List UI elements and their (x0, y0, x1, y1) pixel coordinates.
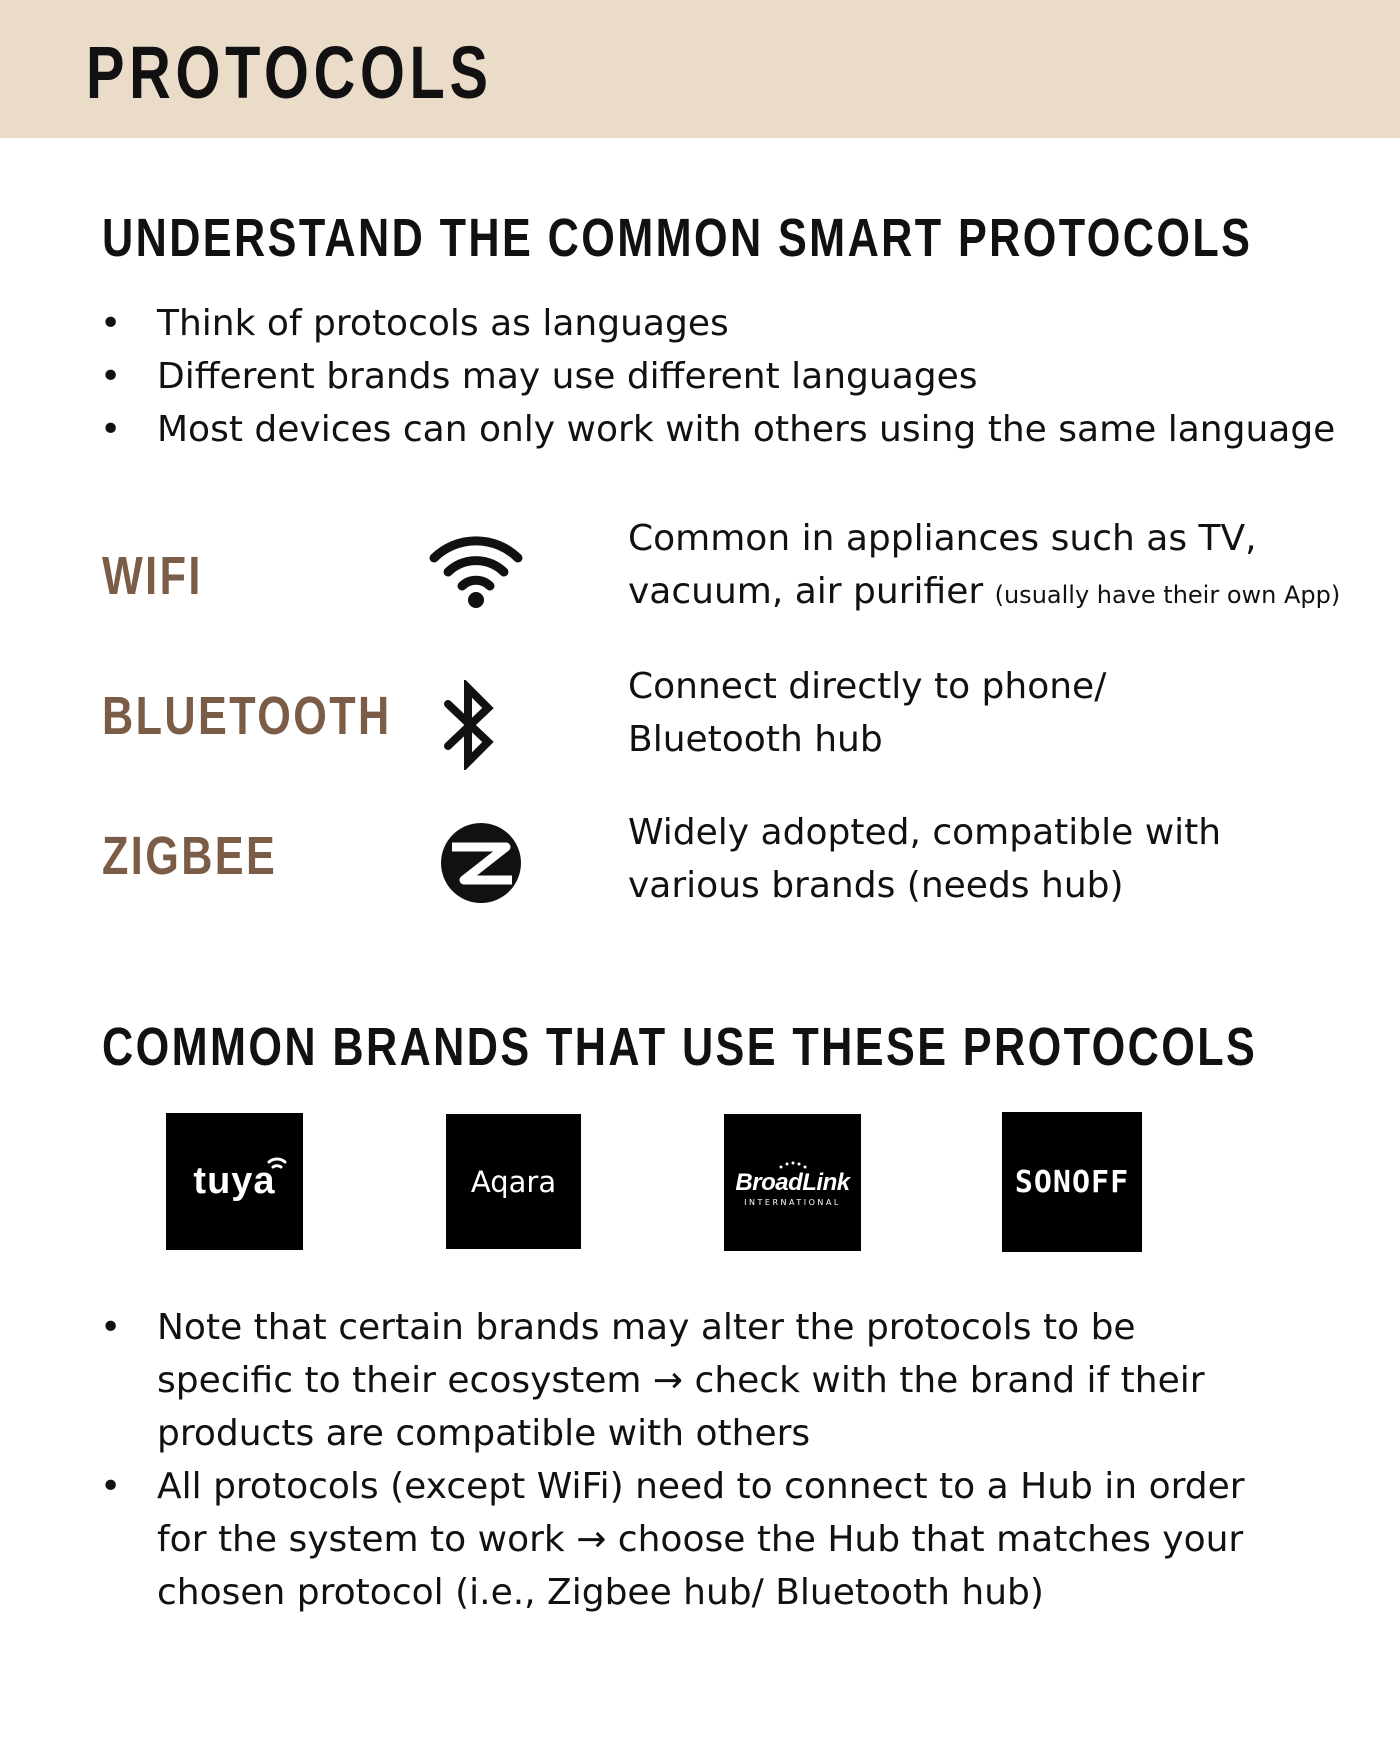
list-item: • Most devices can only work with others using the same language (100, 403, 1360, 456)
list-item: • All protocols (except WiFi) need to connect to a Hub in order for the system to work → choose the Hub that matches your chosen protocol (i.e., Zigbee hub/ Bluetooth hub) (100, 1460, 1360, 1619)
protocol-name-bluetooth: BLUETOOTH (102, 686, 392, 746)
broadlink-dots-icon (763, 1159, 823, 1169)
bullet-icon: • (100, 409, 122, 450)
bluetooth-icon (442, 680, 498, 770)
list-item: • Note that certain brands may alter the protocols to be specific to their ecosystem → check with the brand if their products are compatible with others (100, 1301, 1360, 1460)
list-item: • Different brands may use different languages (100, 350, 1360, 403)
tuya-logo: tuya (166, 1113, 303, 1250)
zigbee-icon (438, 820, 524, 906)
protocol-desc-wifi: Common in appliances such as TV, vacuum, air purifier (usually have their own App) (628, 518, 1341, 612)
section-heading-brands: COMMON BRANDS THAT USE THESE PROTOCOLS (102, 1017, 1258, 1077)
protocol-desc-bluetooth: Connect directly to phone/ Bluetooth hub (628, 666, 1107, 760)
bullet-icon: • (100, 303, 122, 344)
tuya-signal-icon (266, 1154, 288, 1172)
bullet-icon: • (100, 1466, 122, 1507)
list-item: • Think of protocols as languages (100, 297, 1360, 350)
brands-notes-list (100, 1301, 1360, 1619)
protocol-name-wifi: WIFI (102, 546, 203, 606)
bullet-icon: • (100, 1307, 122, 1348)
protocol-name-zigbee: ZIGBEE (102, 826, 278, 886)
sonoff-logo: SONOFF (1002, 1112, 1142, 1252)
page-title: PROTOCOLS (86, 31, 493, 114)
aqara-logo: Aqara (446, 1114, 581, 1249)
wifi-icon (428, 530, 524, 610)
broadlink-logo: BroadLink INTERNATIONAL (724, 1114, 861, 1251)
section-heading-protocols: UNDERSTAND THE COMMON SMART PROTOCOLS (102, 208, 1253, 268)
bullet-icon: • (100, 356, 122, 397)
protocol-desc-zigbee: Widely adopted, compatible with various brands (needs hub) (628, 812, 1222, 906)
protocols-intro-list (100, 297, 1360, 456)
wifi-note: (usually have their own App) (994, 581, 1341, 609)
